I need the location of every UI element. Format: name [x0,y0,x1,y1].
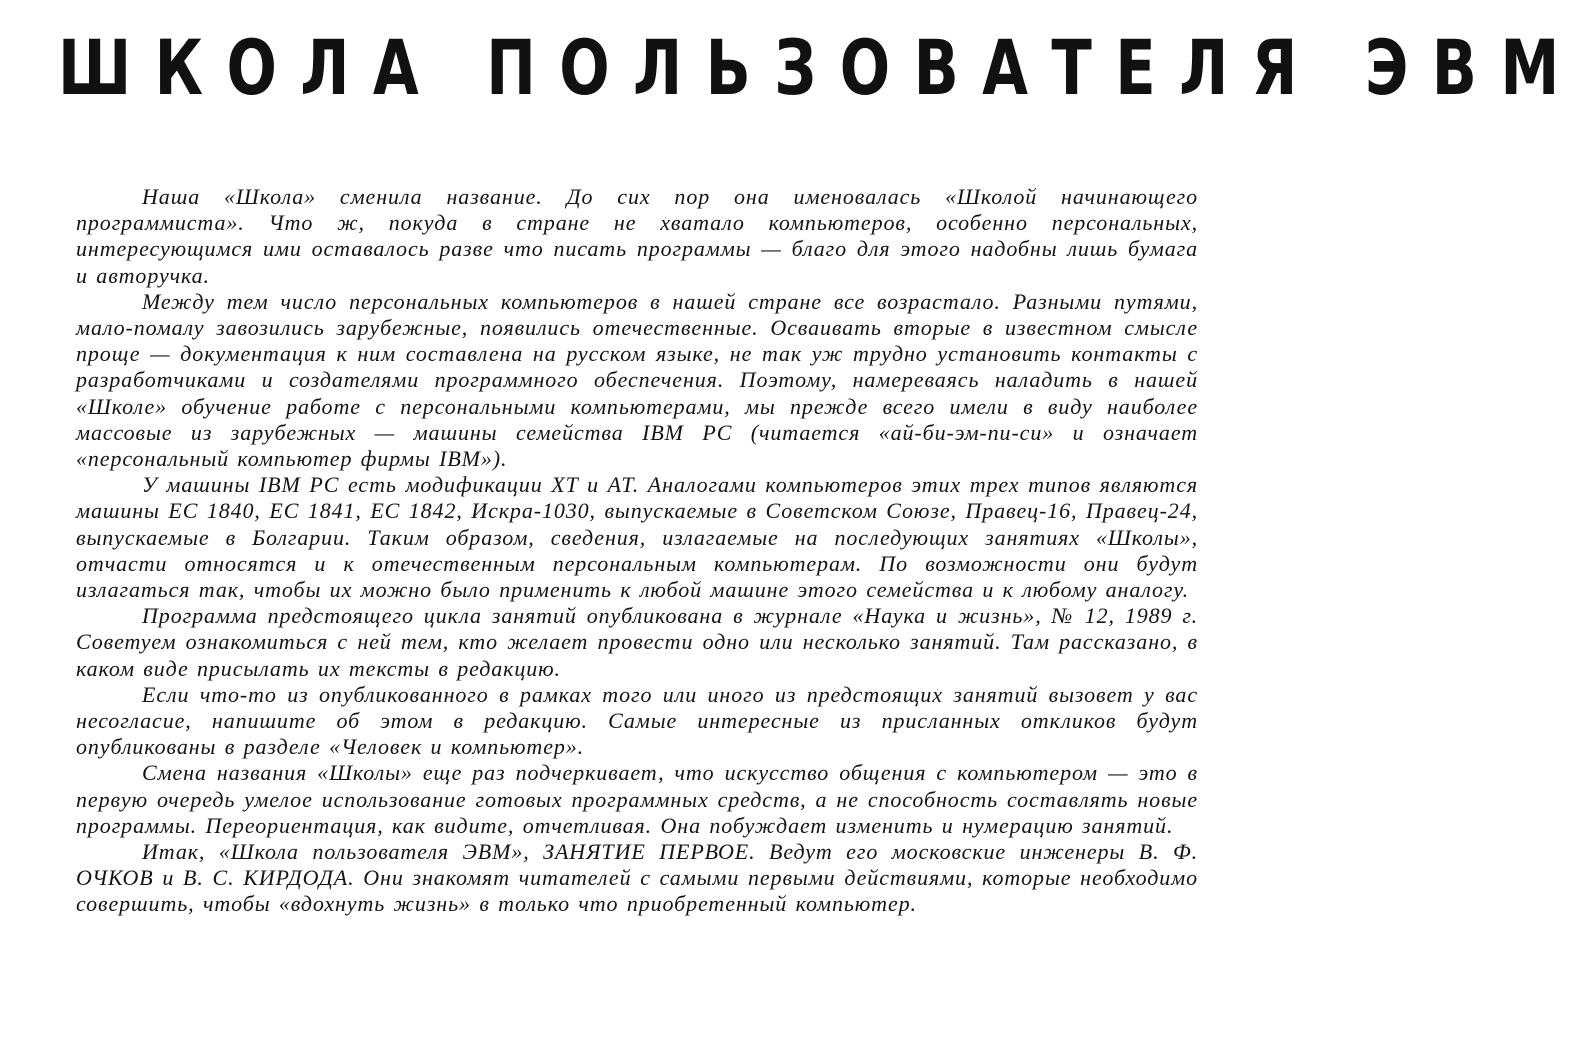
paragraph-6: Смена названия «Школы» еще раз подчеркивает, что искусство общения с компьютером — это в первую очередь умелое использование готовых программных средств, а не способность составлять новые программы. Переориентация, как видите, отчетливая. Она побуждает изменить и нумерацию занятий. [76,760,1198,838]
paragraph-3: У машины IBM PC есть модификации XT и AT. Аналогами компьютеров этих трех типов являются машины ЕС 1840, ЕС 1841, ЕС 1842, Искра-1030, выпускаемые в Советском Союзе, Правец-16, Правец-24, выпускаемые в Болгарии. Таким образом, сведения, излагаемые на последующих занятиях «Школы», отчасти относятся и к отечественным персональным компьютерам. По возможности они будут излагаться так, чтобы их можно было применить к любой машине этого семейства и к любому аналогу. [76,472,1198,603]
paragraph-4: Программа предстоящего цикла занятий опубликована в журнале «Наука и жизнь», № 12, 1989 г. Советуем ознакомиться с ней тем, кто желает провести одно или несколько занятий. Там рассказано, в каком виде присылать их тексты в редакцию. [76,603,1198,681]
paragraph-5: Если что-то из опубликованного в рамках того или иного из предстоящих занятий вызовет у вас несогласие, напишите об этом в редакцию. Самые интересные из присланных откликов будут опубликованы в разделе «Человек и компьютер». [76,681,1198,760]
paragraph-1: Наша «Школа» сменила название. До сих пор она именовалась «Школой начинающего программиста». Что ж, покуда в стране не хватало компьютеров, особенно персональных, интересующимся ими оставалось разве что писать программы — благо для этого надобны лишь бумага и авторучка. [76,184,1198,288]
paragraph-2: Между тем число персональных компьютеров в нашей стране все возрастало. Разными путями, мало-помалу завозились зарубежные, появились отечественные. Осваивать вторые в известном смысле проще — документация к ним составлена на русском языке, не так уж трудно установить контакты с разработчиками и создателями программного обеспечения. Поэтому, намереваясь наладить в нашей «Школе» обучение работе с персональными компьютерами, мы прежде всего имели в виду наиболее массовые из зарубежных — машины семейства IBM PC (читается «ай-би-эм-пи-си» и означает «персональный компьютер фирмы IBM»). [76,288,1198,472]
article-body [76,184,1198,918]
page-title: ШКОЛА ПОЛЬЗОВАТЕЛЯ ЭВМ [58,23,1583,112]
paragraph-7: Итак, «Школа пользователя ЭВМ», ЗАНЯТИЕ ПЕРВОЕ. Ведут его московские инженеры В. Ф. ОЧКОВ и В. С. КИРДОДА. Они знакомят читателей с самыми первыми действиями, которые необходимо совершить, чтобы «вдохнуть жизнь» в только что приобретенный компьютер. [76,839,1198,917]
